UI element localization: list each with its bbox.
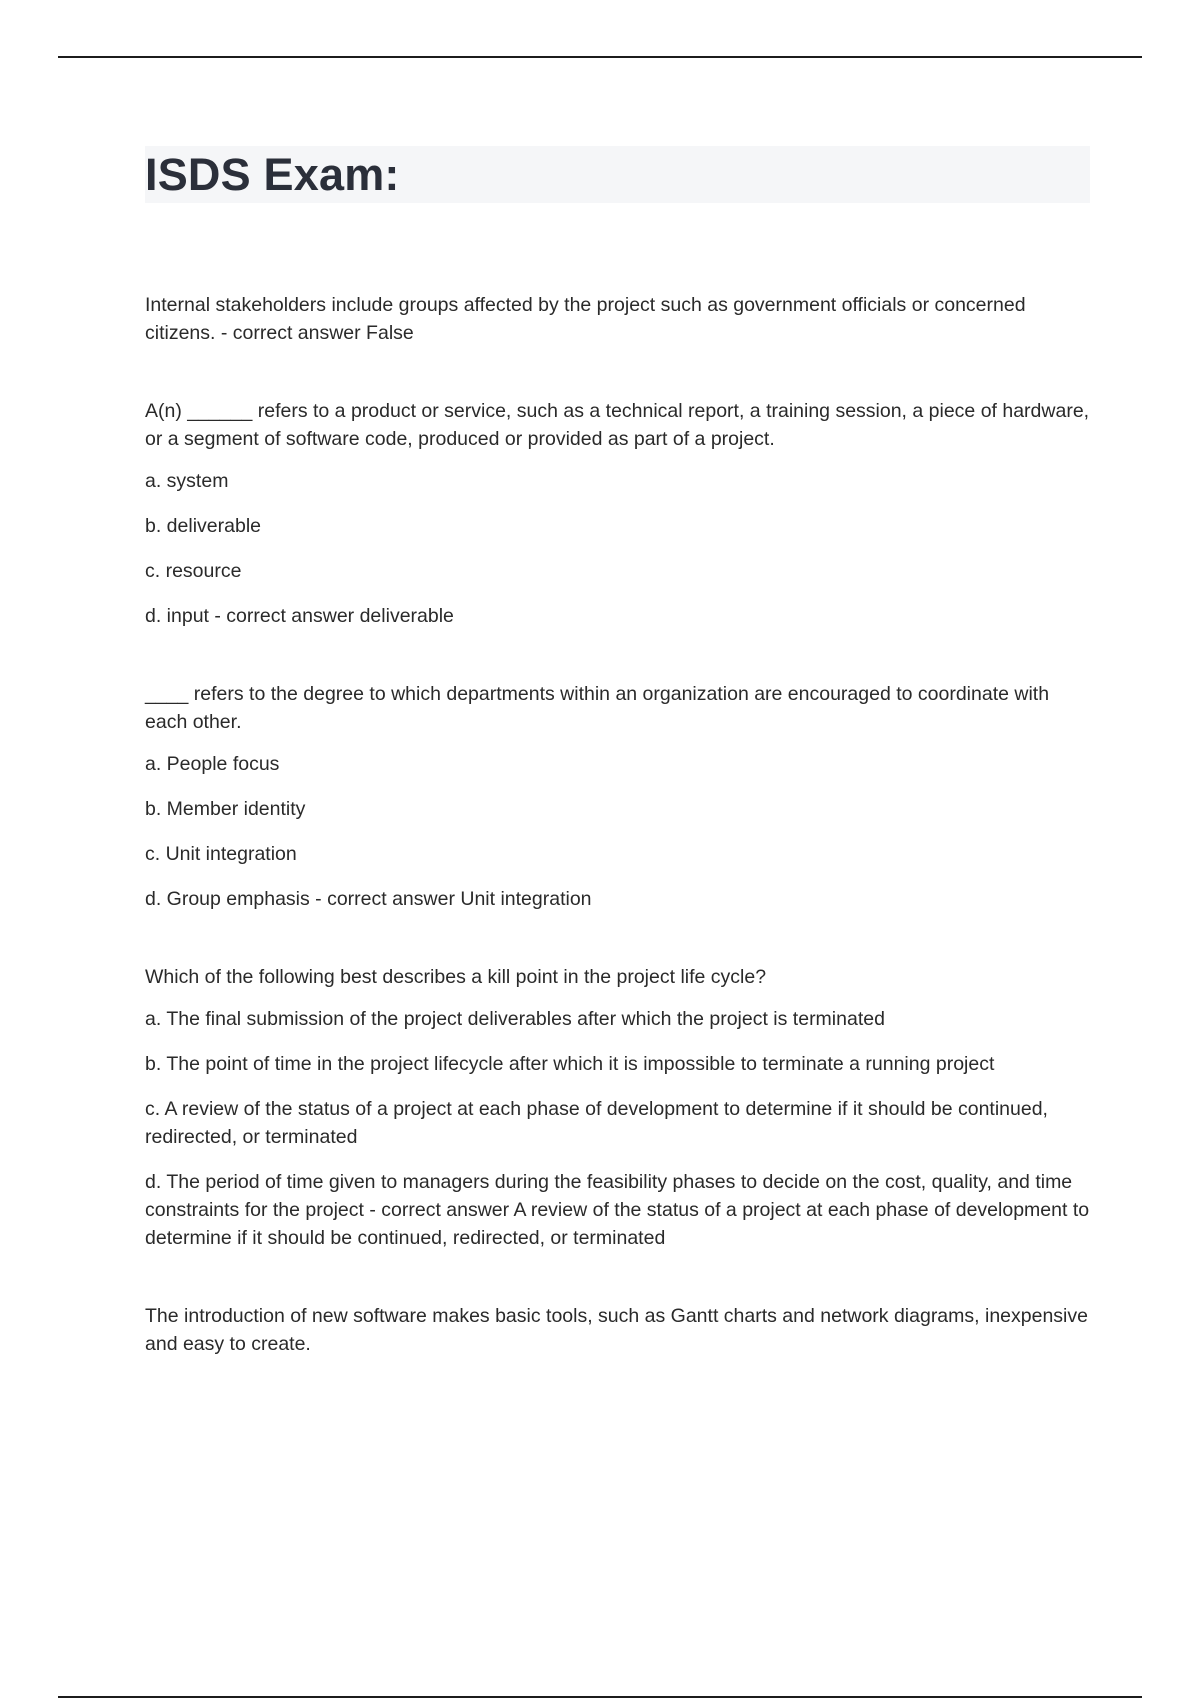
answer-option-d: d. The period of time given to managers during the feasibility phases to decide on the cost, quality, and time constraints for the project - correct answer A review of the status of a project at each phase of development to determine if it should be continued, redirected, or terminated (145, 1171, 1090, 1249)
question-2 (145, 397, 1090, 630)
answer-option-b: b. Member identity (145, 798, 306, 820)
answer-option-a: a. People focus (145, 753, 280, 775)
question-text: Internal stakeholders include groups affected by the project such as government officials or concerned citizens. - correct answer False (145, 294, 1026, 344)
answer-option-b: b. The point of time in the project lifecycle after which it is impossible to terminate a running project (145, 1053, 995, 1075)
answer-option-a: a. The final submission of the project deliverables after which the project is terminated (145, 1008, 885, 1030)
question-text: Which of the following best describes a kill point in the project life cycle? (145, 966, 767, 988)
question-5 (145, 1302, 1090, 1358)
answer-option-b: b. deliverable (145, 515, 261, 537)
answer-option-d: d. Group emphasis - correct answer Unit integration (145, 888, 592, 910)
header-rule (58, 56, 1142, 58)
answer-option-c: c. resource (145, 560, 242, 582)
answer-option-d: d. input - correct answer deliverable (145, 605, 454, 627)
document-page (145, 146, 1090, 1408)
answer-option-c: c. Unit integration (145, 843, 297, 865)
footer-rule (58, 1696, 1142, 1698)
question-text: ____ refers to the degree to which departments within an organization are encouraged to coordinate with each other. (145, 683, 1050, 733)
answer-option-c: c. A review of the status of a project at each phase of development to determine if it should be continued, redirected, or terminated (145, 1098, 1048, 1148)
question-list (145, 291, 1090, 1358)
question-text: A(n) ______ refers to a product or service, such as a technical report, a training session, a piece of hardware, or a segment of software code, produced or provided as part of a project. (145, 400, 1090, 450)
question-4 (145, 963, 1090, 1252)
title-band (145, 146, 1090, 203)
question-1 (145, 291, 1090, 347)
question-3 (145, 680, 1090, 913)
document-title: ISDS Exam: (145, 149, 400, 200)
answer-option-a: a. system (145, 470, 229, 492)
question-text: The introduction of new software makes basic tools, such as Gantt charts and network diagrams, inexpensive and easy to create. (145, 1305, 1088, 1355)
